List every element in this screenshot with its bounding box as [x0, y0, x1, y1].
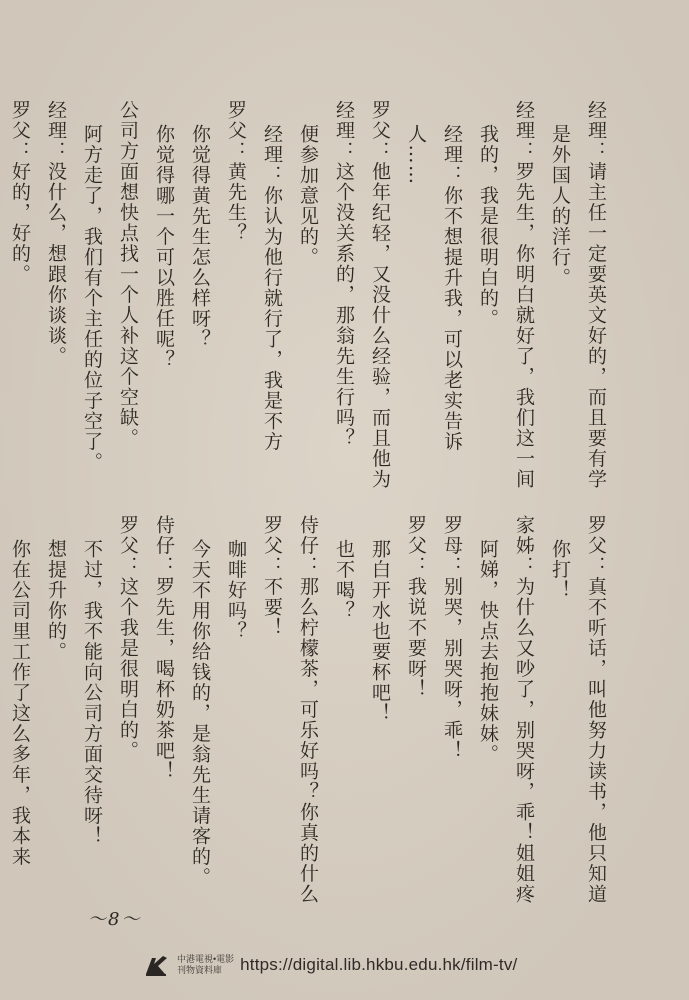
archive-url-link[interactable]: https://digital.lib.hkbu.edu.hk/film-tv/	[240, 955, 518, 974]
dialogue-line: 不过，我不能向公司方面交待呀！	[81, 539, 103, 847]
dialogue-line: 经理：这个没关系的，那翁先生行吗？	[333, 100, 355, 449]
dialogue-line: 你觉得黄先生怎么样呀？	[189, 124, 211, 350]
dialogue-line: 经理：请主任一定要英文好的，而且要有学	[585, 100, 607, 490]
dialogue-line: 侍仔：那么柠檬茶，可乐好吗？你真的什么	[297, 515, 319, 905]
archive-name-line1: 中港電視•電影	[177, 954, 235, 964]
dialogue-line: 阿方走了，我们有个主任的位子空了。	[81, 124, 103, 473]
dialogue-line: 人……	[405, 124, 427, 186]
dialogue-line: 罗父：好的，好的。	[9, 100, 31, 285]
dialogue-line: 公司方面想快点找一个人补这个空缺。	[117, 100, 139, 449]
dialogue-line: 侍仔：罗先生，喝杯奶茶吧！	[153, 515, 175, 782]
dialogue-line: 家姊：为什么又吵了，别哭呀，乖！姐姐疼	[513, 515, 535, 905]
dialogue-line: 罗父：我说不要呀！	[405, 515, 427, 700]
dialogue-line	[0, 100, 2, 500]
archive-footer	[143, 951, 517, 979]
dialogue-line: 你觉得哪一个可以胜任呢？	[153, 124, 175, 370]
dialogue-line: 经理：你认为他行就行了，我是不方	[261, 124, 283, 452]
archive-logo-icon	[143, 952, 171, 978]
dialogue-line: 想提升你的。	[45, 539, 67, 662]
dialogue-line: 罗父：不要！	[261, 515, 283, 638]
dialogue-line: 经理：没什么，想跟你谈谈。	[45, 100, 67, 367]
dialogue-line: 今天不用你给钱的，是翁先生请客的。	[189, 539, 211, 888]
dialogue-line: 罗父：真不听话，叫他努力读书，他只知道	[585, 515, 607, 905]
dialogue-line: 我的，我是很明白的。	[477, 124, 499, 329]
dialogue-line: 经理：你不想提升我，可以老实告诉	[441, 124, 463, 452]
archive-name	[177, 954, 234, 976]
dialogue-line: 阿娣，快点去抱抱妹妹。	[477, 539, 499, 765]
archive-name-line2: 刊物資料庫	[177, 965, 223, 975]
bottom-dialogue-block	[0, 515, 614, 915]
dialogue-line: 罗父：他年纪轻，又没什么经验，而且他为	[369, 100, 391, 490]
page-number: ～8～	[88, 909, 142, 930]
dialogue-line: 你在公司里工作了这么多年，我本来	[9, 539, 31, 867]
dialogue-line: 你打！	[549, 539, 571, 601]
dialogue-line: 也不喝？	[333, 539, 355, 621]
dialogue-line: 罗父：这个我是很明白的。	[117, 515, 139, 761]
dialogue-line: 那白开水也要杯吧！	[369, 539, 391, 724]
dialogue-line: 经理：罗先生，你明白就好了，我们这一间	[513, 100, 535, 490]
top-dialogue-block	[0, 100, 614, 500]
dialogue-line: 罗父：黄先生？	[225, 100, 247, 244]
dialogue-line: 罗母：别哭，别哭呀，乖！	[441, 515, 463, 761]
dialogue-line: 是外国人的洋行。	[549, 124, 571, 288]
dialogue-line: 咖啡好吗？	[225, 539, 247, 642]
dialogue-line: 便参加意见的。	[297, 124, 319, 268]
